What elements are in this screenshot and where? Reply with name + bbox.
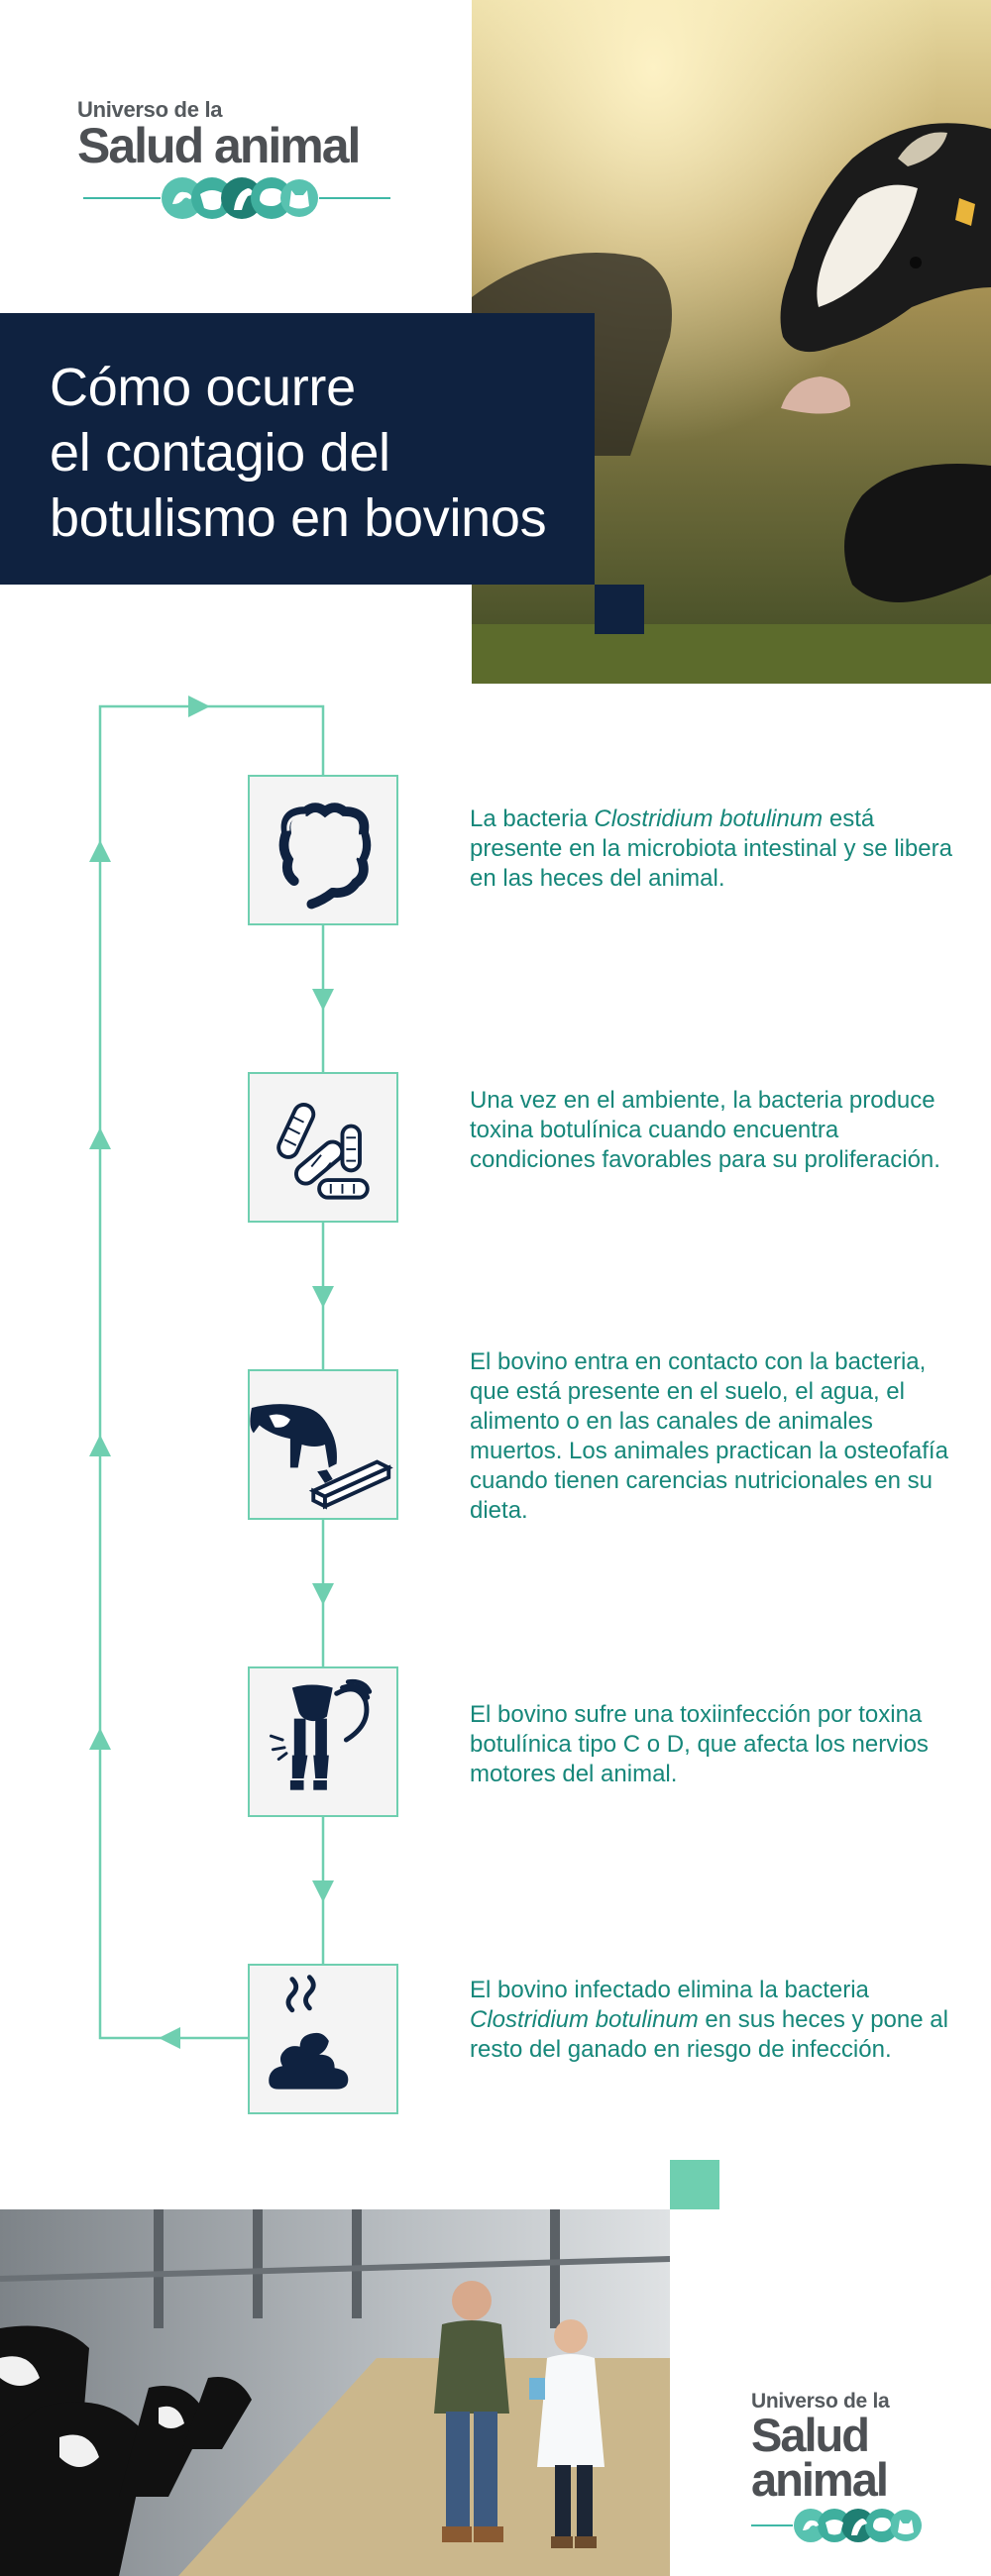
logo-bottom-line-2: animal [751,2452,887,2506]
step-5-bacteria-name: Clostridium botulinum [470,2006,699,2033]
logo-line-right [319,197,390,199]
page-title: Cómo ocurre el contagio del botulismo en bovinos [50,358,547,548]
step-1-text-part-2: está presente en la microbiota intestinal y se libera en las heces del animal. [470,805,952,892]
logo-animal-icons [77,174,394,222]
arrow-up-2 [89,1127,111,1149]
barn-photo [0,2209,670,2576]
step-1-text-part-1: La bacteria [470,805,595,832]
arrow-down-2 [312,1286,334,1308]
step-5-text-part-2: en sus heces y pone al resto del ganado en riesgo de infección. [470,2006,948,2063]
brand-logo-top [77,97,394,222]
title-box [0,313,595,585]
step-4-text: El bovino sufre una toxiinfección por toxina botulínica tipo C o D, que afecta los nervios motores del animal. [470,1701,929,1787]
arrow-down-3 [312,1583,334,1605]
step-5-text-part-1: El bovino infectado elimina la bacteria [470,1977,869,2003]
step-4-icon-box [248,1666,398,1817]
contagion-cycle-diagram [0,684,991,2170]
brand-logo-bottom [751,2390,969,2550]
logo-bottom-animal-circles [751,2506,926,2545]
arrow-up-3 [89,1435,111,1456]
step-3-text: El bovino entra en contacto con la bacteria, que está presente en el suelo, el agua, el alimento o en las canales de animales muertos. Los animales practican la osteofafía cuando tienen carencias nutricionales en su dieta. [470,1348,948,1524]
cow-legs-icon [250,1668,396,1815]
step-5-icon-box [248,1964,398,2114]
arrow-right [188,696,210,717]
step-1-icon-box [248,775,398,925]
cow-feeding-icon [250,1371,396,1518]
logo-animal-circles [161,174,319,222]
step-1-text [470,805,955,894]
feces-icon [250,1966,396,2112]
footer-accent-square [670,2160,719,2209]
logo-small-text: Universo de la [77,97,223,122]
step-1-bacteria-name: Clostridium botulinum [594,805,824,832]
logo-line-left [83,197,161,199]
logo-big-text: Salud animal [77,118,360,173]
bacteria-icon [250,1074,396,1221]
step-2-text: Una vez en el ambiente, la bacteria produce toxina botulínica cuando encuentra condiciones favorables para su proliferación. [470,1087,940,1173]
logo-bottom-small-text: Universo de la [751,2390,890,2413]
step-5-text [470,1976,955,2065]
cat-icon [280,179,318,217]
logo-bottom-line-1: Salud [751,2409,868,2461]
title-corner-accent [595,585,644,634]
arrow-down-4 [312,1880,334,1902]
arrow-down-1 [312,989,334,1011]
arrow-left [159,2027,180,2049]
arrow-up-4 [89,1728,111,1750]
intestine-icon [250,777,396,923]
step-3-icon-box [248,1369,398,1520]
step-2-icon-box [248,1072,398,1223]
arrow-up-1 [89,840,111,862]
